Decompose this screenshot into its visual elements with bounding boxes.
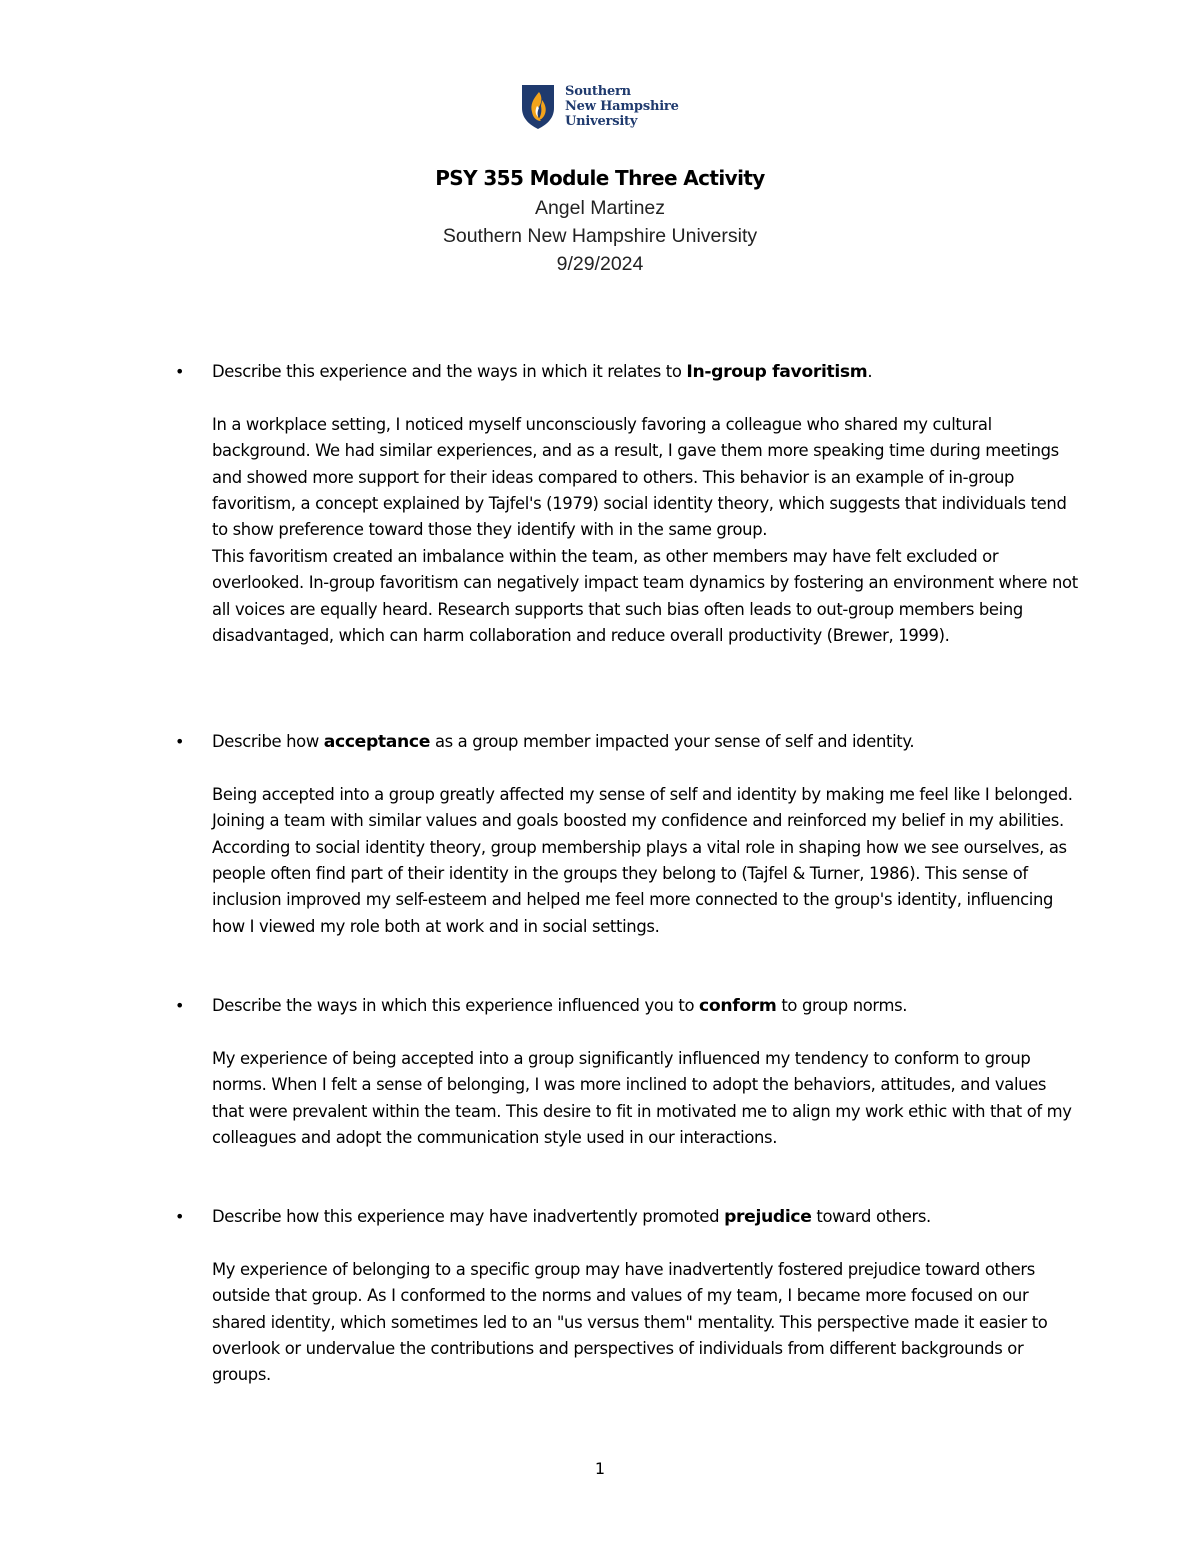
prompt-key-term: acceptance	[323, 732, 431, 752]
prompt-text-before: Describe how this experience may have inadvertently promoted	[212, 1207, 725, 1226]
title-block	[0, 162, 1200, 278]
document-title: PSY 355 Module Three Activity	[435, 166, 765, 190]
logo-line-1: Southern	[565, 84, 631, 99]
prompt-text-before: Describe this experience and the ways in which it relates to	[212, 362, 687, 381]
logo-line-3: University	[565, 114, 638, 129]
prompt-text-before: Describe the ways in which this experience influenced you to	[212, 996, 700, 1015]
author-name: Angel Martinez	[534, 197, 666, 219]
flame-shield-icon	[520, 84, 556, 130]
section-prompt	[175, 359, 1082, 385]
prompt-text-after: .	[867, 362, 873, 381]
institution-name: Southern New Hampshire University	[442, 225, 758, 247]
bullet-icon: •	[175, 1207, 185, 1226]
section-in-group-favoritism	[175, 359, 1082, 649]
answer-paragraph: My experience of being accepted into a group significantly influenced my tendency to conform to group norms. When I felt a sense of belonging, I was more inclined to adopt the behaviors, attitudes, and values that were prevalent within the team. This desire to fit in motivated me to align my work ethic with that of my colleagues and adopt the communication style used in our interactions.	[212, 1048, 1072, 1148]
prompt-text-after: toward others.	[811, 1207, 931, 1226]
answer-paragraph: In a workplace setting, I noticed myself unconsciously favoring a colleague who shared my cultural background. We had similar experiences, and as a result, I gave them more speaking time during meetings and showed more support for their ideas compared to others. This behavior is an example of in-group favoritism, a concept explained by Tajfel's (1979) social identity theory, which suggests that individuals tend to show preference toward those they identify with in the same group.	[212, 414, 1067, 540]
bullet-icon: •	[175, 732, 185, 751]
page-number: 1	[594, 1459, 606, 1478]
university-logo	[520, 84, 690, 134]
logo-wordmark	[565, 84, 679, 129]
answer-paragraph: My experience of belonging to a specific group may have inadvertently fostered prejudice toward others outside that group. As I conformed to the norms and values of my team, I became more focused on our shared identity, which sometimes led to an "us versus them" mentality. This perspective made it easier to overlook or undervalue the contributions and perspectives of individuals from different backgrounds or groups.	[212, 1259, 1048, 1385]
prompt-key-term: In-group favoritism	[686, 362, 868, 382]
answer-paragraph: Being accepted into a group greatly affected my sense of self and identity by making me feel like I belonged. Joining a team with similar values and goals boosted my confidence and reinforced my belief in my abilities. According to social identity theory, group membership plays a vital role in shaping how we see ourselves, as people often find part of their identity in the groups they belong to (Tajfel & Turner, 1986). This sense of inclusion improved my self-esteem and helped me feel more connected to the group's identity, influencing how I viewed my role both at work and in social settings.	[212, 784, 1073, 936]
section-prompt	[175, 729, 1082, 755]
prompt-key-term: conform	[699, 996, 777, 1016]
section-prompt	[175, 993, 1082, 1019]
section-conform	[175, 993, 1082, 1151]
section-acceptance	[175, 729, 1082, 940]
prompt-key-term: prejudice	[724, 1207, 812, 1227]
section-prompt	[175, 1204, 1082, 1230]
bullet-icon: •	[175, 362, 185, 381]
prompt-text-before: Describe how	[212, 732, 324, 751]
logo-line-2: New Hampshire	[565, 99, 679, 114]
section-prejudice	[175, 1204, 1082, 1389]
document-date: 9/29/2024	[556, 253, 644, 275]
bullet-icon: •	[175, 996, 185, 1015]
answer-paragraph: This favoritism created an imbalance within the team, as other members may have felt excluded or overlooked. In-group favoritism can negatively impact team dynamics by fostering an environment where not all voices are equally heard. Research supports that such bias often leads to out-group members being disadvantaged, which can harm collaboration and reduce overall productivity (Brewer, 1999).	[212, 546, 1078, 646]
prompt-text-after: to group norms.	[776, 996, 908, 1015]
prompt-text-after: as a group member impacted your sense of self and identity.	[430, 732, 915, 751]
